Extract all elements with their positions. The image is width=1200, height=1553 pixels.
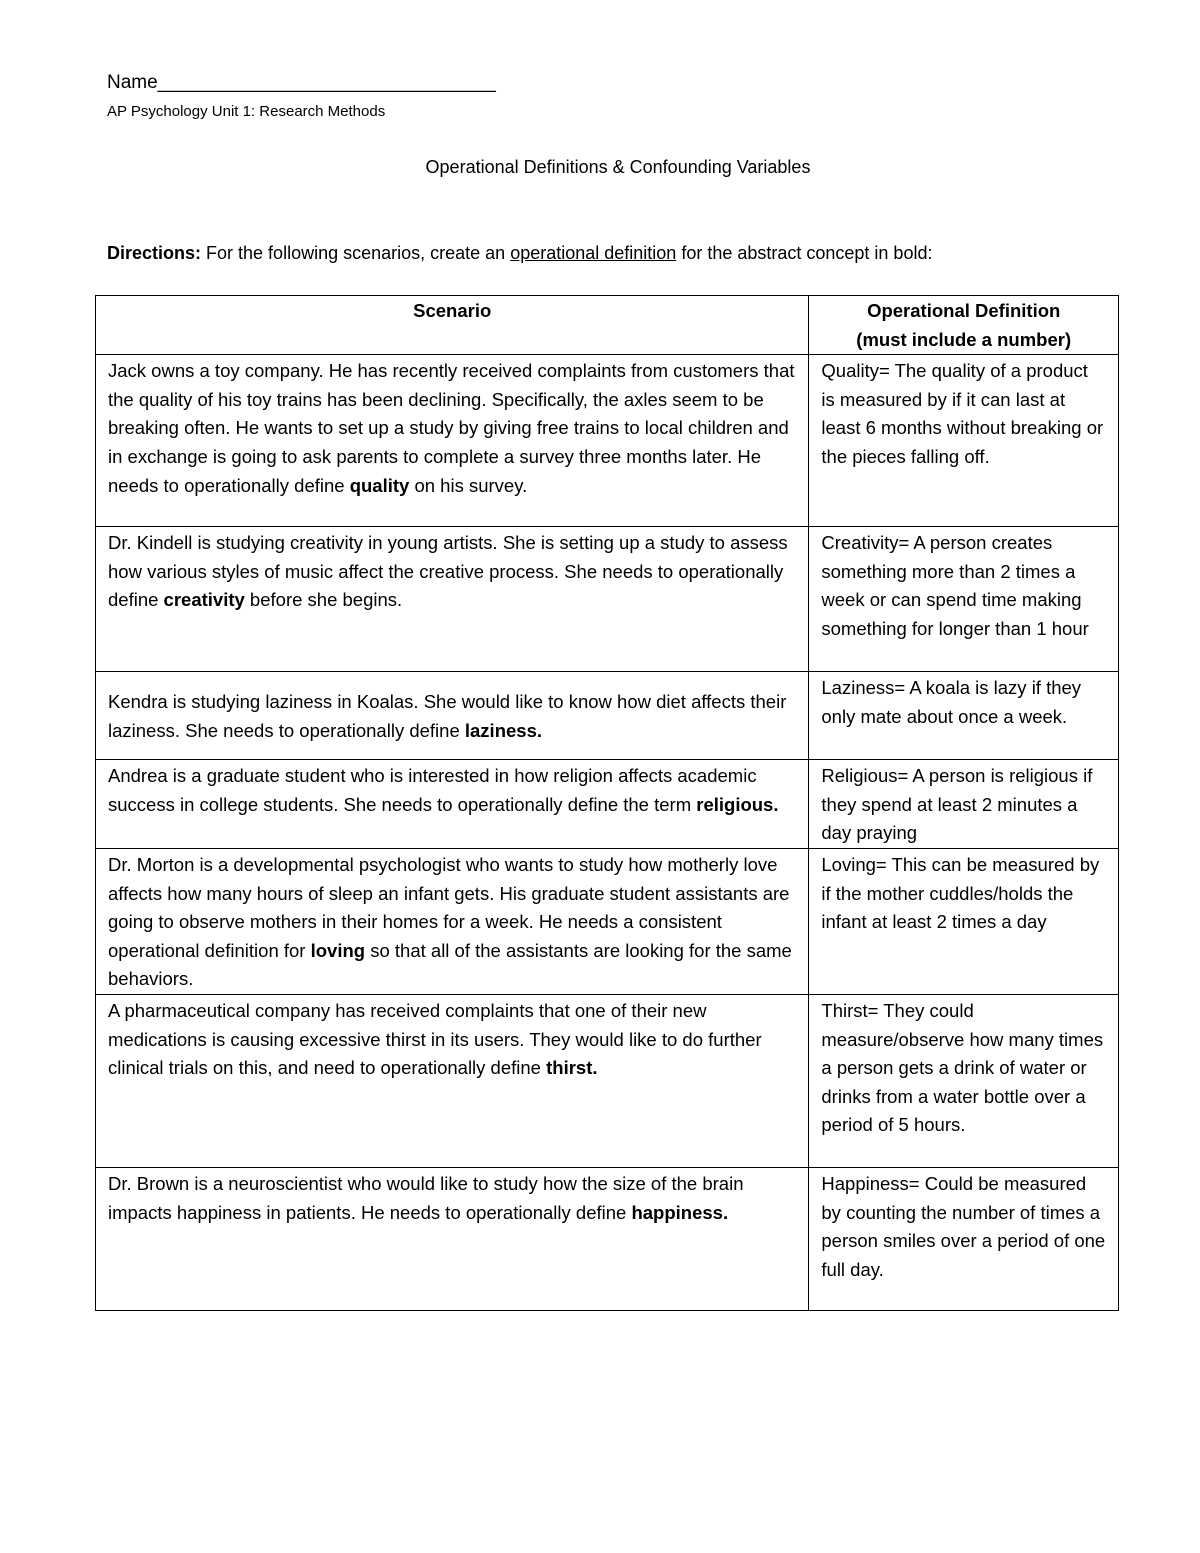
table-row [96, 672, 1119, 760]
table-header-row [96, 296, 1119, 355]
definition-cell: Thirst= They could measure/observe how many times a person gets a drink of water or drinks from a water bottle over a period of 5 hours. [809, 994, 1119, 1167]
definition-cell: Creativity= A person creates something more than 2 times a week or can spend time making something for longer than 1 hour [809, 527, 1119, 672]
definition-cell: Quality= The quality of a product is measured by if it can last at least 6 months without breaking or the pieces falling off. [809, 355, 1119, 527]
directions-underlined: operational definition [510, 243, 677, 263]
scenario-concept: creativity [163, 589, 245, 611]
definition-cell: Religious= A person is religious if they spend at least 2 minutes a day praying [809, 760, 1119, 849]
scenario-table [95, 295, 1119, 1311]
header-definition-line2: (must include a number) [856, 328, 1072, 350]
scenario-text: Dr. Kindell is studying creativity in young artists. She is setting up a study to assess how various styles of music affect the creative process. She needs to operationally define [108, 532, 788, 611]
scenario-concept: loving [310, 939, 366, 961]
table-row [96, 994, 1119, 1167]
scenario-concept: thirst. [546, 1057, 598, 1079]
scenario-text: Dr. Morton is a developmental psychologist who wants to study how motherly love affects how many hours of sleep an infant gets. His graduate student assistants are going to observe mothers in their homes for a week. He needs a consistent operational definition for [108, 853, 790, 961]
scenario-concept: laziness. [464, 719, 543, 741]
scenario-text: Andrea is a graduate student who is interested in how religion affects academic success in college students. She needs to operationally define the term [108, 765, 757, 815]
scenario-cell [96, 848, 809, 994]
page-title: Operational Definitions & Confounding Variables [425, 157, 811, 177]
name-field-label: Name________________________________ [107, 72, 496, 93]
scenario-text-after: on his survey. [409, 474, 528, 496]
definition-cell: Happiness= Could be measured by counting the number of times a person smiles over a period of one full day. [809, 1167, 1119, 1310]
scenario-cell [96, 527, 809, 672]
scenario-text: Kendra is studying laziness in Koalas. She would like to know how diet affects their laziness. She needs to operationally define [108, 691, 787, 741]
table-row [96, 848, 1119, 994]
scenario-text: A pharmaceutical company has received complaints that one of their new medications is causing excessive thirst in its users. They would like to do further clinical trials on this, and need to operationally define [108, 999, 762, 1079]
definition-cell: Laziness= A koala is lazy if they only mate about once a week. [809, 672, 1119, 760]
scenario-text-after: before she begins. [244, 589, 403, 611]
scenario-concept: happiness. [631, 1201, 729, 1223]
scenario-concept: religious. [696, 793, 779, 815]
definition-cell: Loving= This can be measured by if the mother cuddles/holds the infant at least 2 times a day [809, 848, 1119, 994]
scenario-text: Jack owns a toy company. He has recently received complaints from customers that the quality of his toy trains has been declining. Specifically, the axles seem to be breaking often. He wants to set up a study by giving free trains to local children and in exchange is going to ask parents to complete a survey three months later. He needs to operationally define [108, 360, 795, 496]
header-scenario: Scenario [96, 296, 809, 355]
table-row [96, 760, 1119, 849]
directions-label: Directions: [107, 243, 202, 263]
scenario-cell [96, 760, 809, 849]
scenario-text: Dr. Brown is a neuroscientist who would like to study how the size of the brain impacts happiness in patients. He needs to operationally define [108, 1172, 744, 1223]
scenario-text-after: so that all of the assistants are looking for the same behaviors. [108, 939, 792, 990]
table-row [96, 355, 1119, 527]
directions-text-after: for the abstract concept in bold: [676, 243, 933, 263]
scenario-cell [96, 672, 809, 760]
directions-text-before: For the following scenarios, create an [201, 243, 511, 263]
scenario-cell [96, 994, 809, 1167]
table-row [96, 527, 1119, 672]
header-definition-line1: Operational Definition [867, 300, 1061, 321]
directions [107, 243, 932, 264]
header-definition [809, 296, 1119, 355]
scenario-concept: quality [349, 474, 410, 496]
scenario-cell [96, 355, 809, 527]
table-row [96, 1167, 1119, 1310]
course-subtitle: AP Psychology Unit 1: Research Methods [107, 103, 386, 120]
scenario-cell [96, 1167, 809, 1310]
